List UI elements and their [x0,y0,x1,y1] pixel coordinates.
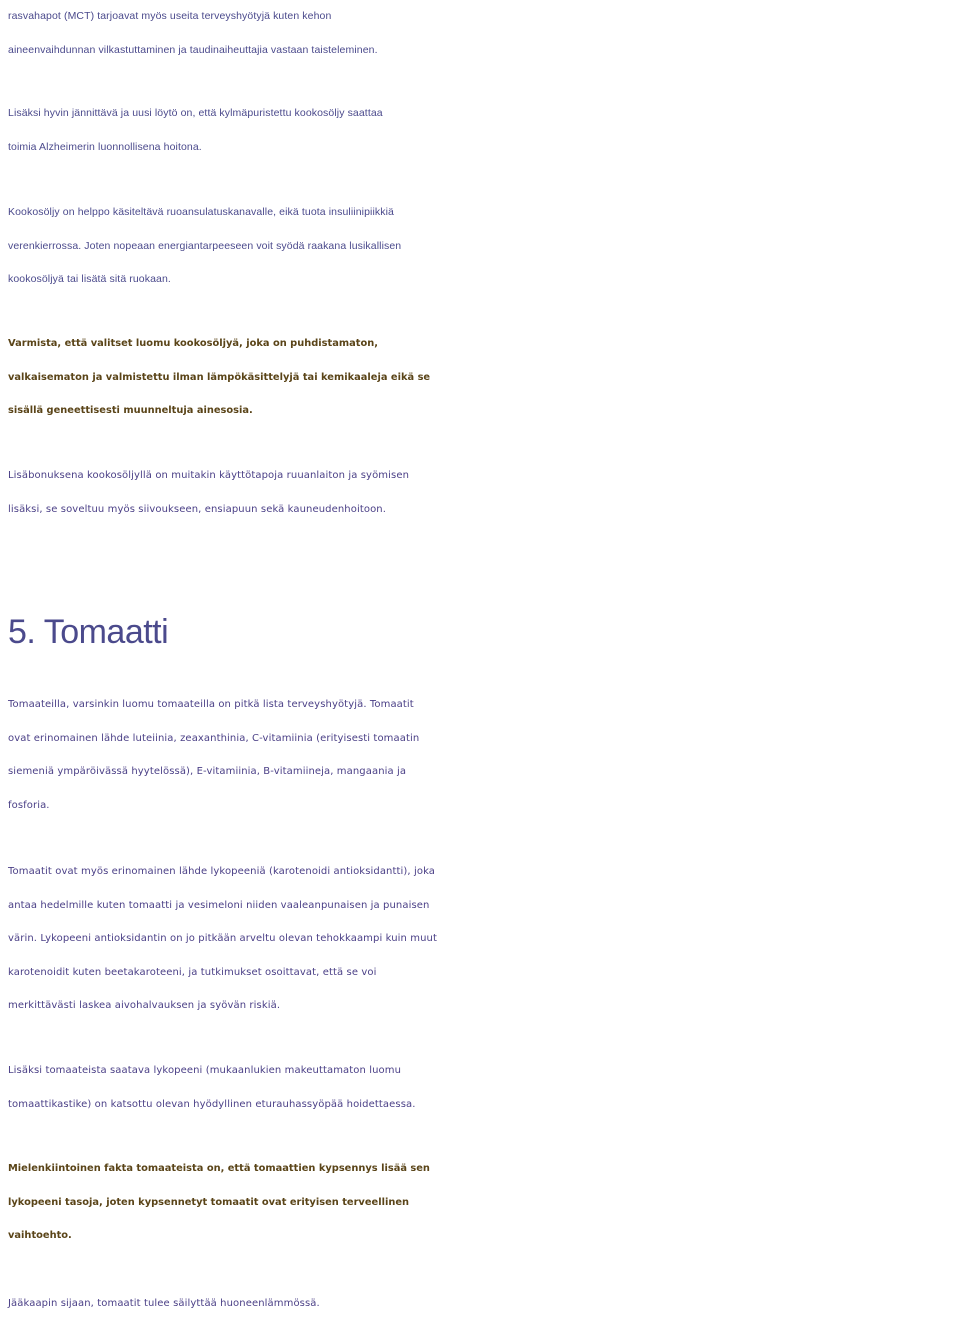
text-line: merkittävästi laskea aivohalvauksen ja syövän riskiä. [8,1000,281,1011]
text-line: Varmista, että valitset luomu kookosöljyä, joka on puhdistamaton, [8,338,378,349]
text-line: värin. Lykopeeni antioksidantin on jo pitkään arveltu olevan tehokkaampi kuin muut [8,933,437,944]
paragraph-digestion [8,196,958,297]
paragraph-bonus-uses [8,459,958,526]
text-line: antaa hedelmille kuten tomaatti ja vesimeloni niiden vaaleanpunaisen ja punaisen [8,899,430,911]
text-line: Kookosöljy on helppo käsiteltävä ruoansulatuskanavalle, eikä tuota insuliinipiikkiä [8,206,394,218]
text-line: Jääkaapin sijaan, tomaatit tulee säilyttää huoneenlämmössä. [8,1298,320,1309]
text-line: valkaisematon ja valmistettu ilman lämpökäsittelyjä tai kemikaaleja eikä se [8,371,431,383]
text-line: fosforia. [8,799,50,811]
text-line: tomaattikastike) on katsottu olevan hyödyllinen eturauhassyöpää hoidettaessa. [8,1098,416,1110]
text-line: verenkierrossa. Joten nopeaan energiantarpeeseen voit syödä raakana lusikallisen [8,239,402,252]
paragraph-prostate [8,1054,958,1121]
text-line: siemeniä ympäröivässä hyytelössä), E-vitamiinia, B-vitamiineja, mangaania ja [8,766,407,777]
text-line: Tomaateilla, varsinkin luomu tomaateilla on pitkä lista terveyshyötyjä. Tomaatit [8,699,414,710]
text-line: lisäksi, se soveltuu myös siivoukseen, ensiapuun sekä kauneudenhoitoon. [8,503,387,515]
text-line: vaihtoehto. [8,1230,72,1241]
paragraph-mct-benefits [8,0,958,67]
paragraph-storage [8,1287,958,1321]
text-line: karotenoidit kuten beetakaroteeni, ja tutkimukset osoittavat, että se voi [8,966,377,978]
text-line: Lisäbonuksena kookosöljyllä on muitakin käyttötapoja ruuanlaiton ja syömisen [8,470,410,481]
text-line: Tomaatit ovat myös erinomainen lähde lykopeeniä (karotenoidi antioksidantti), joka [8,866,436,877]
paragraph-tomato-benefits [8,688,958,822]
text-line: sisällä geneettisesti muunneltuja ainesosia. [8,405,253,416]
text-line: Lisäksi tomaateista saatava lykopeeni (mukaanlukien makeuttamaton luomu [8,1065,402,1076]
paragraph-cooking-fact [8,1152,958,1253]
text-line: Lisäksi hyvin jännittävä ja uusi löytö on, että kylmäpuristettu kookosöljy saattaa [8,107,383,119]
text-line: ovat erinomainen lähde luteiinia, zeaxanthinia, C-vitamiinia (erityisesti tomaatin [8,732,420,744]
section-heading: 5. Tomaatti [8,613,169,651]
text-line: kookosöljyä tai lisätä sitä ruokaan. [8,273,171,285]
text-line: lykopeeni tasoja, joten kypsennetyt tomaatit ovat erityisen terveellinen [8,1196,410,1208]
text-line: Mielenkiintoinen fakta tomaateista on, että tomaattien kypsennys lisää sen [8,1163,430,1174]
paragraph-alzheimer [8,97,958,164]
paragraph-organic-oil-note [8,327,958,428]
paragraph-lycopene [8,855,958,1023]
text-line: aineenvaihdunnan vilkastuttaminen ja taudinaiheuttajia vastaan taisteleminen. [8,43,378,56]
text-line: toimia Alzheimerin luonnollisena hoitona. [8,140,202,153]
text-line: rasvahapot (MCT) tarjoavat myös useita terveyshyötyjä kuten kehon [8,10,332,22]
